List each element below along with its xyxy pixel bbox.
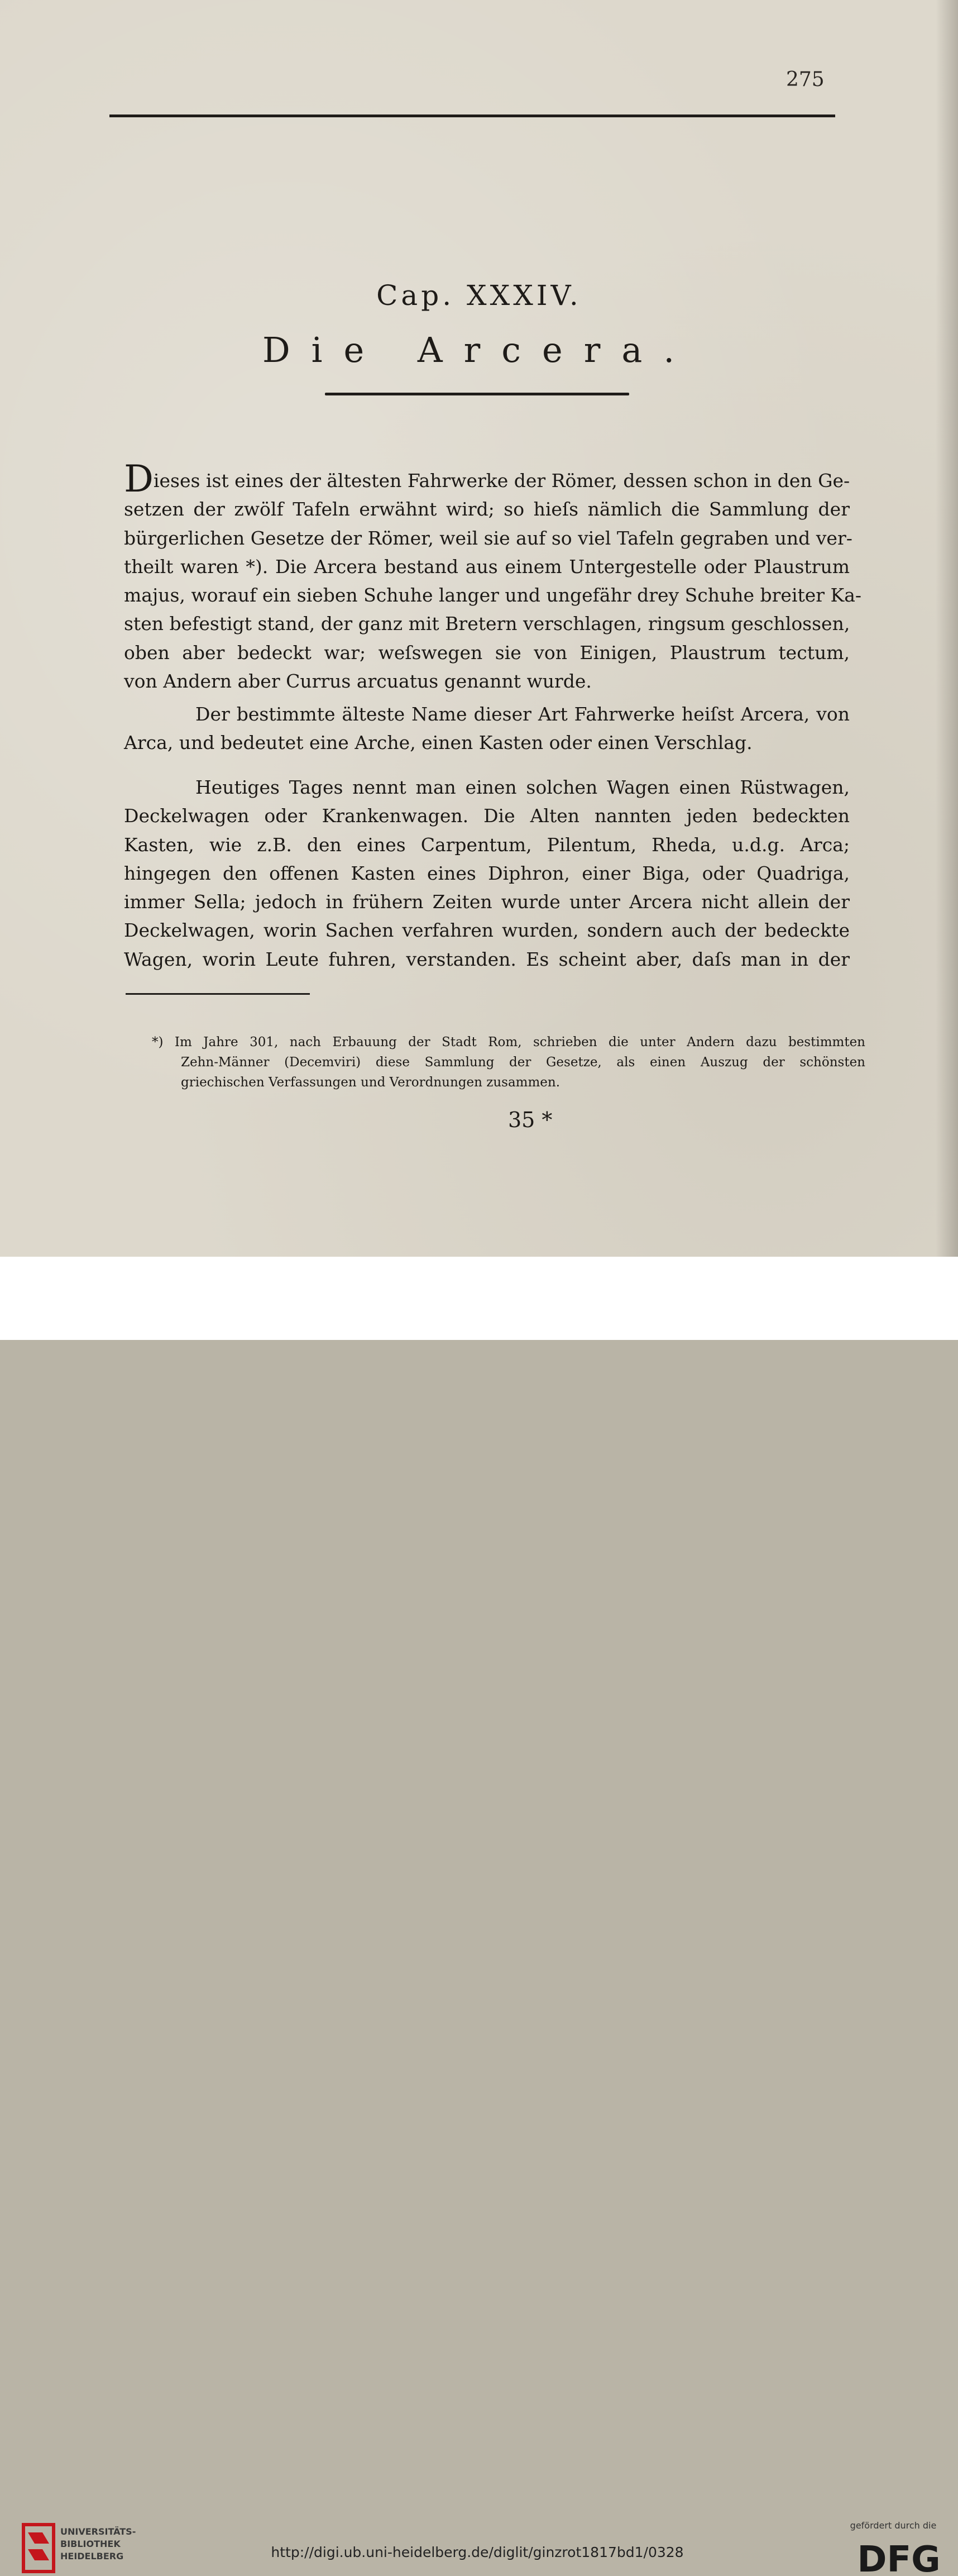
library-name: UNIVERSITÄTS- BIBLIOTHEK HEIDELBERG (60, 2526, 136, 2561)
scanned-page (0, 0, 958, 1257)
funding-caption: gefördert durch die (850, 2520, 937, 2531)
footnote-line: griechischen Verfassungen und Verordnungen zusammen. (181, 1075, 561, 1090)
permalink-url[interactable]: http://digi.ub.uni-heidelberg.de/diglit/ginzrot1817bd1/0328 (271, 2544, 684, 2560)
dfg-logo-text: DFG (857, 2539, 941, 2576)
paragraph-3 (124, 773, 850, 974)
paragraph-line: sten befestigt stand, der ganz mit Bretern verschlagen, ringsum geschlossen, (124, 613, 850, 635)
paragraph-line: oben aber bedeckt war; weſswegen sie von Einigen, Plaustrum tectum, (124, 641, 850, 664)
footnote (152, 1032, 865, 1093)
footnote-line: *) Im Jahre 301, nach Erbauung der Stadt Rom, schrieben die unter Andern dazu bestimmten (152, 1035, 865, 1050)
header-rule (109, 115, 835, 117)
paragraph-line: hingegen den offenen Kasten eines Diphron, einer Biga, oder Quadriga, (124, 862, 850, 884)
university-library-logo-icon (20, 2521, 57, 2575)
paragraph-line: immer Sella; jedoch in frühern Zeiten wurde unter Arcera nicht allein der (124, 891, 850, 913)
paragraph-line: theilt waren *). Die Arcera bestand aus einem Untergestelle oder Plaustrum (124, 555, 850, 578)
footnote-rule (126, 993, 310, 995)
dfg-logo-icon (854, 2538, 943, 2576)
paragraph-2 (124, 700, 850, 757)
paragraph-1 (124, 457, 862, 695)
chapter-heading: Cap. XXXIV. (376, 279, 582, 312)
paragraph-line: Wagen, worin Leute fuhren, verstanden. Es scheint aber, daſs man in der (124, 948, 850, 970)
paragraph-line: Dieses ist eines der ältesten Fahrwerke der Römer, dessen schon in den Ge- (124, 457, 850, 500)
chapter-title: Die Arcera. (262, 330, 696, 370)
paragraph-line: von Andern aber Currus arcuatus genannt wurde. (124, 670, 592, 693)
page-number: 275 (786, 68, 825, 91)
paragraph-line: Deckelwagen, worin Sachen verfahren wurden, sondern auch der bedeckte (124, 919, 850, 942)
paragraph-line: majus, worauf ein sieben Schuhe langer und ungefähr drey Schuhe breiter Ka- (124, 584, 862, 607)
paragraph-line: Arca, und bedeutet eine Arche, einen Kasten oder einen Verschlag. (124, 732, 753, 754)
footnote-line: Zehn-Männer (Decemviri) diese Sammlung der Gesetze, als einen Auszug der schönsten (181, 1055, 865, 1070)
page-edge-shadow (936, 0, 958, 1257)
paragraph-line: Kasten, wie z.B. den eines Carpentum, Pilentum, Rheda, u.d.g. Arca; (124, 833, 850, 856)
signature-mark: 35 * (508, 1108, 553, 1132)
title-rule (325, 393, 629, 395)
viewer-footer (0, 1257, 958, 2576)
drop-cap: D (124, 457, 154, 500)
paragraph-line: setzen der zwölf Tafeln erwähnt wird; so hieſs nämlich die Sammlung der (124, 498, 850, 521)
paragraph-line: bürgerlichen Gesetze der Römer, weil sie auf so viel Tafeln gegraben und ver- (124, 527, 852, 549)
paragraph-line: Deckelwagen oder Krankenwagen. Die Alten nannten jeden bedeckten (124, 805, 850, 827)
paragraph-line: Der bestimmte älteste Name dieser Art Fahrwerke heiſst Arcera, von (195, 703, 850, 725)
paragraph-line: Heutiges Tages nennt man einen solchen Wagen einen Rüstwagen, (195, 776, 850, 798)
